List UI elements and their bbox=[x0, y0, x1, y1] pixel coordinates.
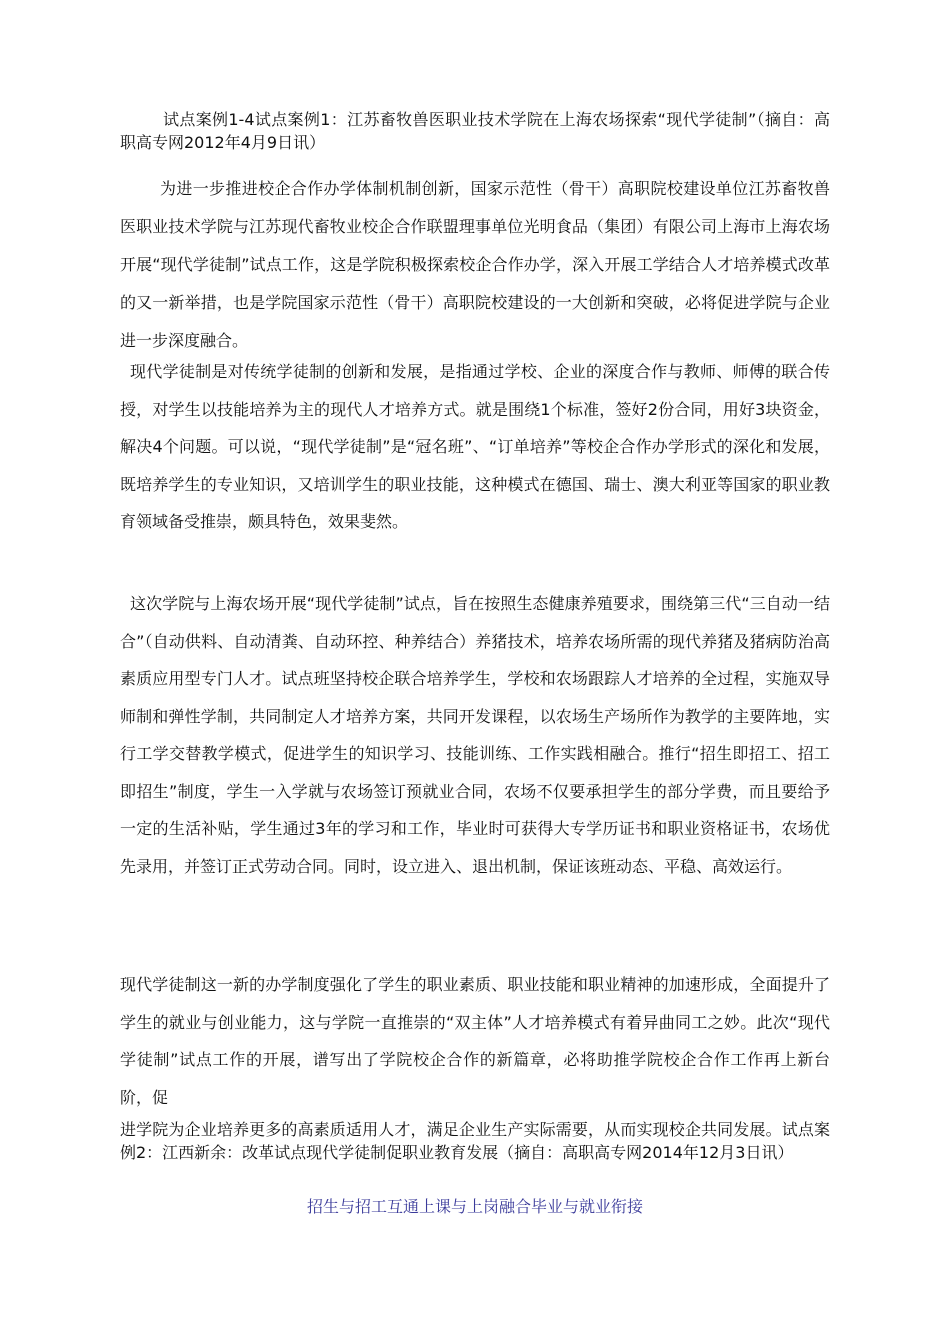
paragraph-case-two: 进学院为企业培养更多的高素质适用人才，满足企业生产实际需要，从而实现校企共同发展。试点案例2：江西新余：改革试点现代学徒制促职业教育发展（摘自：高职高专网2014年12月3日讯） bbox=[120, 1120, 830, 1162]
paragraph-pilot: 这次学院与上海农场开展“现代学徒制”试点，旨在按照生态健康养殖要求，围绕第三代“三自动一结合”（自动供料、自动清粪、自动环控、种养结合）养猪技术，培养农场所需的现代养猪及猪病防治高素质应用型专门人才。试点班坚持校企联合培养学生，学校和农场跟踪人才培养的全过程，实施双导师制和弹性学制，共同制定人才培养方案，共同开发课程，以农场生产场所作为教学的主要阵地，实行工学交替教学模式，促进学生的知识学习、技能训练、工作实践相融合。推行“招生即招工、招工即招生”制度，学生一入学就与农场签订预就业合同，农场不仅要承担学生的部分学费，而且要给予一定的生活补贴，学生通过3年的学习和工作，毕业时可获得大专学历证书和职业资格证书，农场优先录用，并签订正式劳动合同。同时，设立进入、退出机制，保证该班动态、平稳、高效运行。 bbox=[120, 594, 830, 876]
paragraph-definition: 现代学徒制是对传统学徒制的创新和发展，是指通过学校、企业的深度合作与教师、师傅的联合传授，对学生以技能培养为主的现代人才培养方式。就是围绕1个标准，签好2份合同，用好3块资金，解决4个问题。可以说，“现代学徒制”是“冠名班”、“订单培养”等校企合作办学形式的深化和发展，既培养学生的专业知识，又培训学生的职业技能，这种模式在德国、瑞士、澳大利亚等国家的职业教育领域备受推崇，颇具特色，效果斐然。 bbox=[120, 362, 830, 531]
paragraph-impact: 现代学徒制这一新的办学制度强化了学生的职业素质、职业技能和职业精神的加速形成，全面提升了学生的就业与创业能力，这与学院一直推崇的“双主体”人才培养模式有着异曲同工之妙。此次“现代学徒制”试点工作的开展，谱写出了学院校企合作的新篇章，必将助推学院校企合作工作再上新台阶，促 bbox=[120, 975, 830, 1107]
section-subheading: 招生与招工互通上课与上岗融合毕业与就业衔接 bbox=[306, 1197, 643, 1216]
case-heading: 试点案例1-4试点案例1：江苏畜牧兽医职业技术学院在上海农场探索“现代学徒制”（摘自：高职高专网2012年4月9日讯） bbox=[120, 110, 830, 152]
paragraph-intro: 为进一步推进校企合作办学体制机制创新，国家示范性（骨干）高职院校建设单位江苏畜牧兽医职业技术学院与江苏现代畜牧业校企合作联盟理事单位光明食品（集团）有限公司上海市上海农场开展“现代学徒制”试点工作，这是学院积极探索校企合作办学，深入开展工学结合人才培养模式改革的又一新举措，也是学院国家示范性（骨干）高职院校建设的一大创新和突破，必将促进学院与企业进一步深度融合。 bbox=[120, 179, 830, 350]
